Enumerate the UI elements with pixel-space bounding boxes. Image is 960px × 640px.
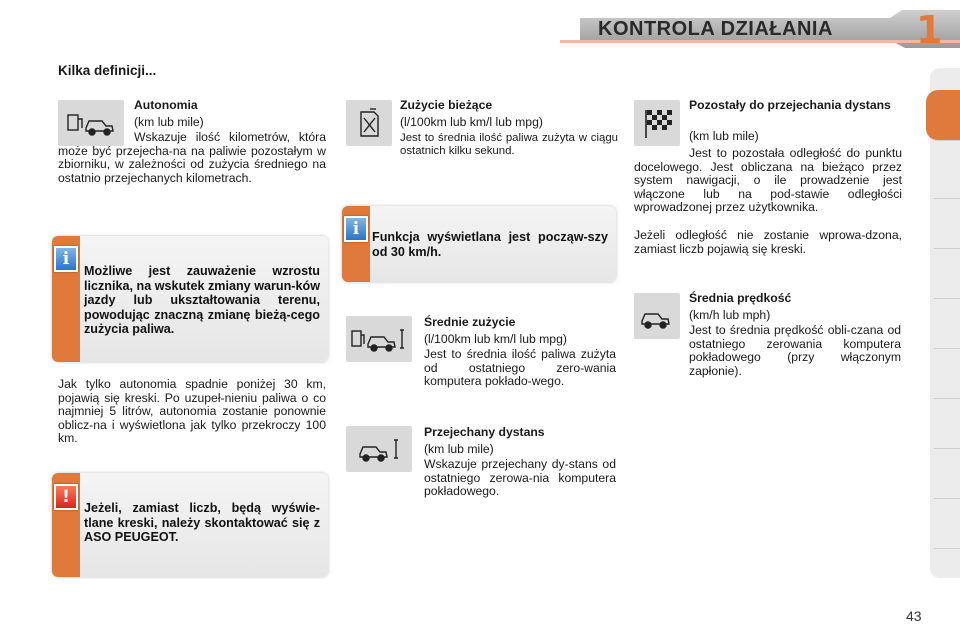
average-consumption-unit: (l/100km lub km/l lub mpg): [424, 332, 567, 346]
current-consumption-desc: Jest to średnia ilość paliwa zużyta w ciągu ostatnich kilku sekund.: [400, 132, 618, 158]
tab[interactable]: [934, 468, 960, 499]
remaining-distance-title: Pozostały do przejechania dystans: [689, 98, 891, 112]
fuel-pump-icon: [346, 100, 392, 146]
tab[interactable]: [934, 518, 960, 549]
chapter-number: 1: [916, 8, 943, 52]
header-bar: [560, 10, 960, 52]
average-speed-desc: Jest to średnia prędkość obli-czana od ostatniego zerowania komputera pokładowego (przy włączonym zapłonie).: [689, 323, 901, 378]
page-number: 43: [906, 608, 922, 624]
checkered-flag-icon: [634, 100, 680, 146]
chapter-tabs: [930, 68, 960, 578]
info-note-middle-text: Funkcja wyświetlana jest począw-szy od 30 km/h.: [372, 230, 608, 259]
tab[interactable]: [934, 318, 960, 349]
info-icon: i: [344, 216, 368, 242]
current-consumption-unit: (l/100km lub km/l lub mpg): [400, 115, 543, 129]
autonomy-title: Autonomia: [134, 98, 198, 112]
average-consumption-desc: Jest to średnia ilość paliwa zużyta od ostatniego zero-wania komputera pokłado-wego.: [424, 347, 616, 389]
warning-note: [52, 473, 328, 577]
current-consumption-title: Zużycie bieżące: [400, 98, 493, 112]
info-note-middle: [342, 206, 616, 282]
distance-icon: [346, 426, 412, 472]
remaining-distance-desc: Jest to pozostała odległość do punktu docelowego. Jest obliczana na bieżąco przez system nawigacji, o ile prowadzenie jest włączone lub na pod-stawie odległości wprowadzonej przez użytkownika.: [634, 146, 902, 215]
tab[interactable]: [934, 268, 960, 299]
page-title: KONTROLA DZIAŁANIA: [598, 18, 833, 40]
checkered-flag-svg: [634, 100, 680, 146]
info-note-left-text: Możliwe jest zauważenie wzrostu licznika, na wskutek zmiany warun-ków jazdy lub ukształtowania terenu, powodując znaczną zmianę bieżą-cego zużycia paliwa.: [84, 264, 320, 337]
average-speed-icon: [634, 293, 680, 339]
distance-title: Przejechany dystans: [424, 425, 545, 439]
warning-note-text: Jeżeli, zamiast liczb, będą wyświe-tlane kreski, należy skontaktować się z ASO PEUGEOT.: [84, 501, 320, 545]
autonomy-desc: Wskazuje ilość kilometrów, która może być przejecha-na na paliwie pozostałym w zbiorniku, w zależności od zużycia średniego na ostatnio przejechanych kilometrach.: [58, 130, 326, 185]
tab[interactable]: [934, 418, 960, 449]
tab[interactable]: [934, 168, 960, 199]
info-note-left: [52, 236, 328, 362]
average-consumption-icon: [346, 316, 412, 362]
autonomy-unit: (km lub mile): [134, 115, 204, 129]
average-speed-title: Średnia prędkość: [689, 291, 792, 305]
remaining-distance-note: Jeżeli odległość nie zostanie wprowa-dzona, zamiast liczb pojawią się kreski.: [634, 228, 902, 256]
info-icon: i: [54, 246, 78, 272]
average-speed-unit: (km/h lub mph): [689, 308, 771, 322]
tab-active[interactable]: [926, 90, 960, 141]
section-heading: Kilka definicji...: [58, 63, 157, 78]
distance-unit: (km lub mile): [424, 442, 494, 456]
warning-icon: !: [54, 484, 78, 510]
average-consumption-title: Średnie zużycie: [424, 315, 516, 329]
tab[interactable]: [934, 368, 960, 399]
autonomy-paragraph: Jak tylko autonomia spadnie poniżej 30 km, pojawią się kreski. Po uzupeł-nieniu paliwa o co najmniej 5 litrów, autonomia zostanie ponownie oblicz-na i wyświetlona jak tylko przekroczy 100 km.: [58, 377, 326, 446]
distance-desc: Wskazuje przejechany dy-stans od ostatniego zerowa-nia komputera pokładowego.: [424, 457, 616, 499]
tab[interactable]: [934, 218, 960, 249]
remaining-distance-unit: (km lub mile): [689, 129, 759, 143]
